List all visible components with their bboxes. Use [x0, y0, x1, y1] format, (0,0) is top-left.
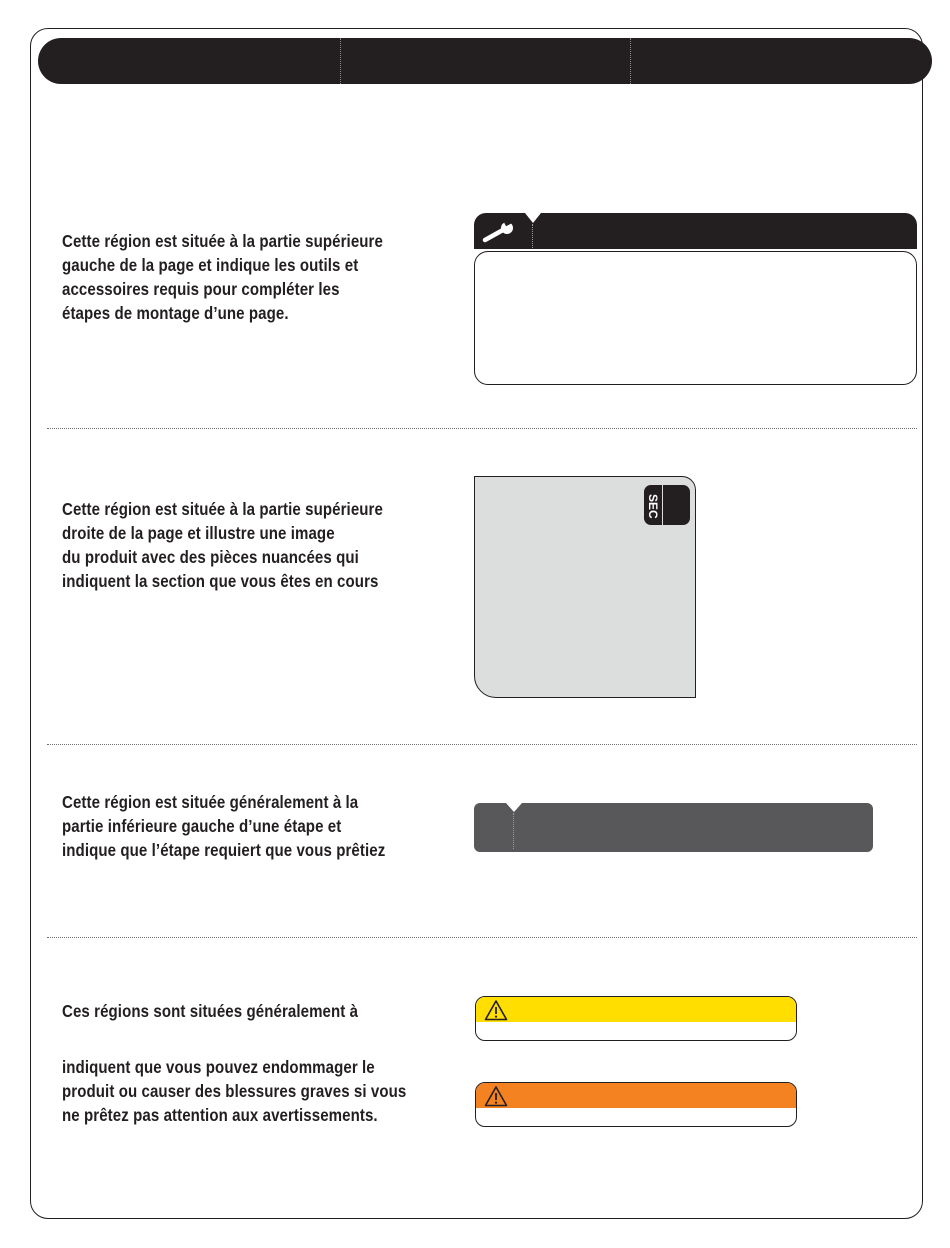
warnings-description: [62, 1055, 406, 1127]
header-bar: [38, 38, 932, 84]
description-line: Cette région est située à la partie supérieure: [62, 231, 383, 251]
description-line: étapes de montage d’une page.: [62, 303, 289, 323]
description-line: partie inférieure gauche d’une étape et: [62, 816, 342, 836]
attention-bar: [474, 803, 873, 852]
description-line: accessoires requis pour compléter les: [62, 279, 340, 299]
attention-bar-divider: [513, 813, 514, 849]
warnings-description-intro: [62, 999, 406, 1023]
section-badge: [644, 485, 690, 525]
description-line: indique que l’étape requiert que vous prêtiez: [62, 840, 386, 860]
description-line: produit ou causer des blessures graves si vous: [62, 1081, 407, 1101]
section-badge-label-block: [644, 485, 662, 525]
description-line: ne prêtez pas attention aux avertissements.: [62, 1105, 378, 1125]
section-separator: [47, 937, 917, 938]
warning-triangle-icon: [484, 999, 508, 1021]
description-line: Cette région est située généralement à la: [62, 792, 359, 812]
warning-header: [476, 1083, 796, 1108]
product-description: [62, 497, 406, 593]
warning-box: [475, 1082, 797, 1127]
description-line: indiquent la section que vous êtes en cours: [62, 571, 379, 591]
description-line: gauche de la page et indique les outils et: [62, 255, 359, 275]
wrench-icon: [481, 219, 521, 245]
description-line: Cette région est située à la partie supérieure: [62, 499, 383, 519]
tools-header-notch: [525, 213, 541, 223]
attention-description: [62, 790, 406, 862]
section-badge-number-block: [663, 485, 690, 525]
warning-triangle-icon: [484, 1085, 508, 1107]
tools-box: [474, 251, 917, 385]
section-badge-label: SEC: [646, 494, 660, 519]
caution-header: [476, 997, 796, 1022]
caution-box: [475, 996, 797, 1041]
section-separator: [47, 428, 917, 429]
section-separator: [47, 744, 917, 745]
description-line: du produit avec des pièces nuancées qui: [62, 547, 359, 567]
description-line: indiquent que vous pouvez endommager le: [62, 1057, 375, 1077]
description-line: Ces régions sont situées généralement à: [62, 1001, 359, 1021]
tools-header-divider: [532, 224, 533, 248]
header-divider: [630, 38, 631, 84]
tools-description: [62, 229, 406, 325]
description-line: droite de la page et illustre une image: [62, 523, 335, 543]
header-divider: [340, 38, 341, 84]
attention-bar-notch: [506, 803, 522, 812]
